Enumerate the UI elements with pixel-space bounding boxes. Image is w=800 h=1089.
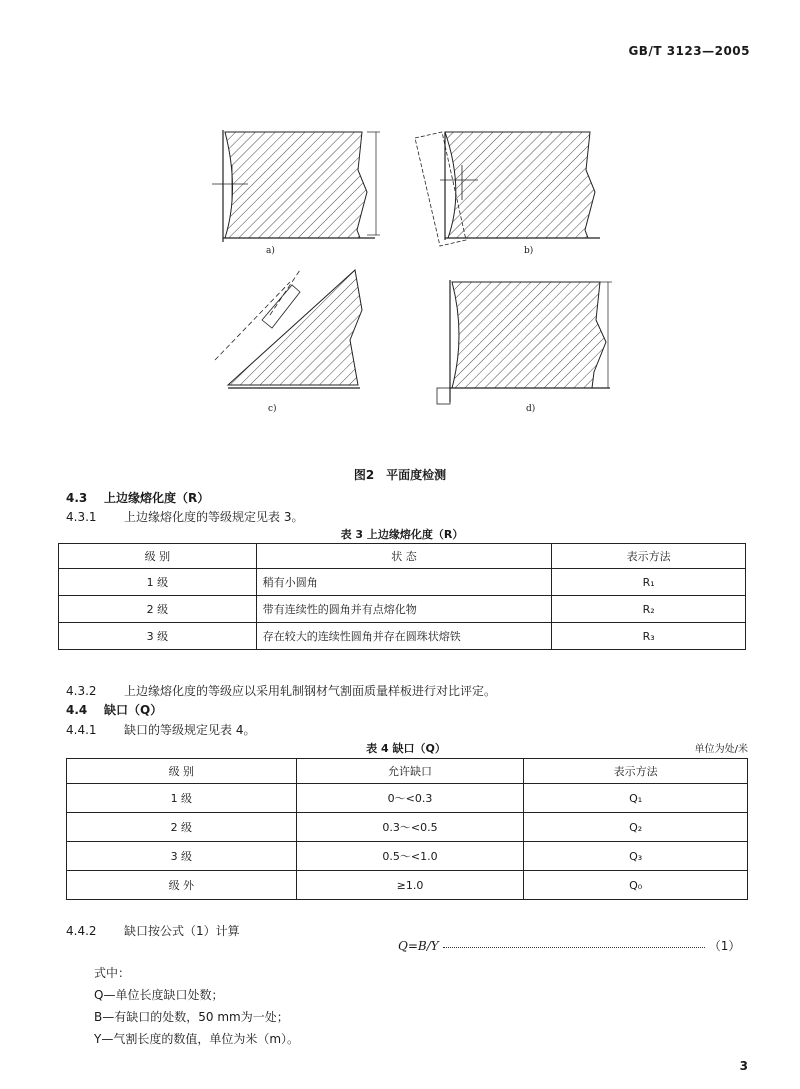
panel-d-drawing xyxy=(437,280,612,404)
header-cell: 状 态 xyxy=(256,544,552,569)
panel-c-label: c) xyxy=(268,404,277,414)
where-item-b: B—有缺口的处数，50 mm为一处； xyxy=(94,1010,289,1024)
clause-number: 4.3.2 xyxy=(66,684,97,698)
header-cell: 表示方法 xyxy=(552,544,746,569)
table-3 xyxy=(58,543,746,650)
clause-number: 4.4.2 xyxy=(66,924,97,938)
table-cell: 2 级 xyxy=(67,813,297,842)
clause-text: 缺口按公式（1）计算 xyxy=(124,924,240,938)
panel-a-drawing xyxy=(212,130,380,242)
table-row xyxy=(59,623,746,650)
table-4-caption: 表 4 缺口（Q） xyxy=(366,742,446,755)
figure-caption-number: 图2 xyxy=(353,468,375,482)
page-number: 3 xyxy=(739,1059,748,1073)
clause-4-4-2 xyxy=(66,922,240,939)
table-3-caption: 表 3 上边缘熔化度（R） xyxy=(340,528,464,541)
table-cell: 0.3～<0.5 xyxy=(296,813,524,842)
figure-caption xyxy=(0,466,800,483)
table-cell: 2 级 xyxy=(59,596,257,623)
table-row xyxy=(67,813,748,842)
section-title: 缺口（Q） xyxy=(104,703,163,717)
panel-c-drawing xyxy=(215,270,362,388)
table-cell: Q₂ xyxy=(524,813,748,842)
table-cell: 存在较大的连续性圆角并存在圆珠状熔铁 xyxy=(256,623,552,650)
header-cell: 级 别 xyxy=(67,759,297,784)
table-cell: R₁ xyxy=(552,569,746,596)
formula-expression: Q=B/Y xyxy=(398,939,439,953)
formula-1 xyxy=(398,937,740,954)
leader-dots xyxy=(443,946,705,948)
table-cell: 1 级 xyxy=(59,569,257,596)
table-cell: 0～<0.3 xyxy=(296,784,524,813)
where-item-y: Y—气割长度的数值，单位为米（m）。 xyxy=(94,1032,300,1046)
panel-b-drawing xyxy=(415,132,600,246)
table-row xyxy=(59,596,746,623)
where-intro: 式中： xyxy=(94,966,131,980)
flatness-figure xyxy=(0,110,800,440)
table-cell: Q₀ xyxy=(524,871,748,900)
formula-number: （1） xyxy=(708,939,741,953)
table-cell: 带有连续性的圆角并有点熔化物 xyxy=(256,596,552,623)
table-cell: 级 外 xyxy=(67,871,297,900)
panel-a-label: a) xyxy=(266,246,275,256)
clause-4-3-2 xyxy=(66,682,496,699)
clause-number: 4.4.1 xyxy=(66,723,97,737)
table-4-unit: 单位为处/米 xyxy=(694,744,748,755)
table-cell: 0.5～<1.0 xyxy=(296,842,524,871)
where-item-q: Q—单位长度缺口处数； xyxy=(94,988,224,1002)
table-cell: 稍有小圆角 xyxy=(256,569,552,596)
panel-d-label: d) xyxy=(526,404,536,414)
table-row xyxy=(67,784,748,813)
standard-number: GB/T 3123—2005 xyxy=(628,44,750,58)
table-cell: 3 级 xyxy=(59,623,257,650)
table-row xyxy=(67,871,748,900)
header-cell: 允许缺口 xyxy=(296,759,524,784)
panel-b-label: b) xyxy=(524,246,534,256)
table-cell: ≥1.0 xyxy=(296,871,524,900)
clause-text: 上边缘熔化度的等级应以采用轧制钢材气割面质量样板进行对比评定。 xyxy=(124,684,497,698)
section-title: 上边缘熔化度（R） xyxy=(104,491,210,505)
table-cell: Q₁ xyxy=(524,784,748,813)
figure-caption-title: 平面度检测 xyxy=(386,468,447,482)
section-number: 4.4 xyxy=(66,703,88,717)
clause-number: 4.3.1 xyxy=(66,510,97,524)
table-cell: 1 级 xyxy=(67,784,297,813)
header-cell: 级 别 xyxy=(59,544,257,569)
table-header-row xyxy=(59,544,746,569)
section-4-3-heading xyxy=(66,489,209,506)
section-4-4-heading xyxy=(66,701,162,718)
clause-4-3-1 xyxy=(66,508,303,525)
table-cell: Q₃ xyxy=(524,842,748,871)
table-cell: R₃ xyxy=(552,623,746,650)
table-cell: R₂ xyxy=(552,596,746,623)
table-4 xyxy=(66,758,748,900)
clause-4-4-1 xyxy=(66,721,255,738)
header-cell: 表示方法 xyxy=(524,759,748,784)
table-row xyxy=(67,842,748,871)
table-row xyxy=(59,569,746,596)
table-header-row xyxy=(67,759,748,784)
section-number: 4.3 xyxy=(66,491,88,505)
clause-text: 上边缘熔化度的等级规定见表 3。 xyxy=(124,510,304,524)
table-cell: 3 级 xyxy=(67,842,297,871)
clause-text: 缺口的等级规定见表 4。 xyxy=(124,723,256,737)
